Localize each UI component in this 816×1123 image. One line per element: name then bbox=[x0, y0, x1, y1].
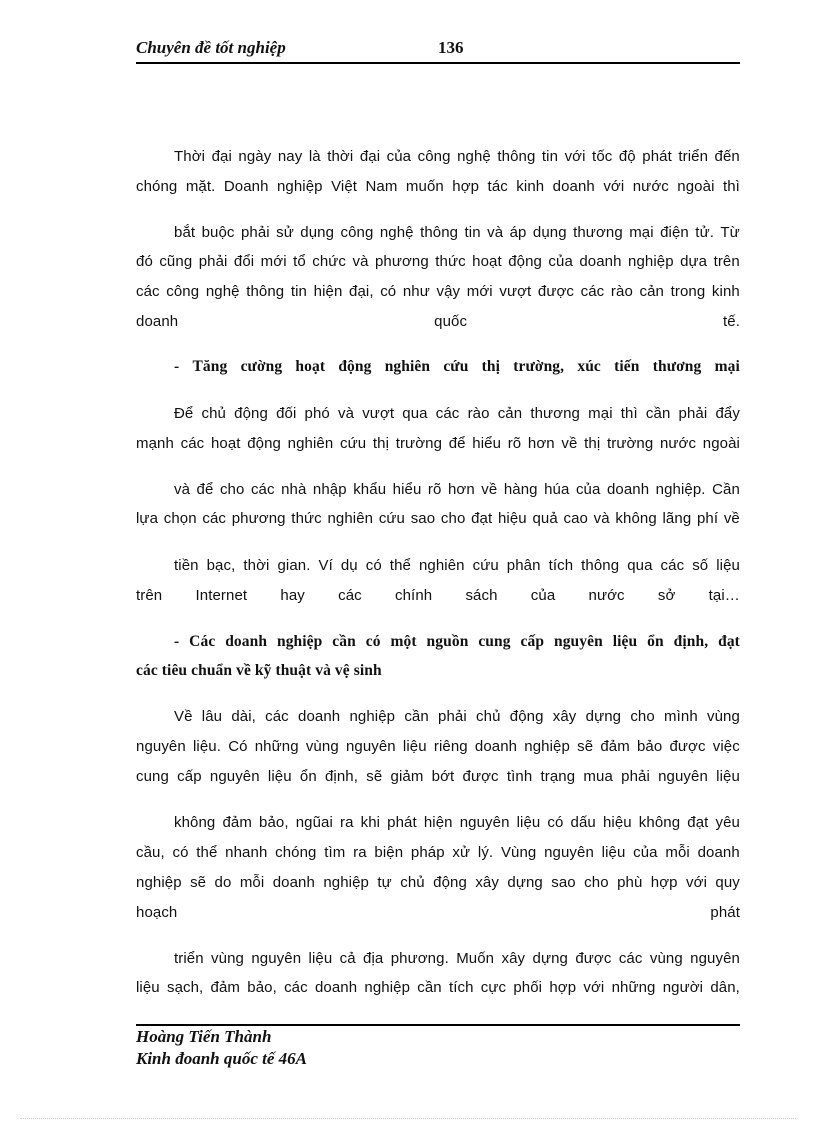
page-header bbox=[136, 38, 740, 64]
paragraph-line: và để cho các nhà nhập khẩu hiểu rõ hơn về hàng húa của doanh nghiệp. Cần bbox=[174, 481, 740, 498]
author-name: Hoàng Tiến Thành bbox=[136, 1027, 272, 1046]
paragraph-line: Để chủ động đối phó và vượt qua các rào cản thương mại thì cần phải đẩy bbox=[174, 405, 740, 422]
page-number: 136 bbox=[438, 38, 464, 57]
page-edge-divider bbox=[20, 1118, 796, 1119]
section-heading-line: các tiêu chuẩn về kỹ thuật và vệ sinh bbox=[136, 662, 382, 679]
paragraph-line: đó cũng phải đổi mới tổ chức và phương thức hoạt động của doanh nghiệp dựa trên bbox=[136, 253, 740, 270]
paragraph-line: doanh quốc tế. bbox=[136, 313, 740, 330]
paragraph-line: hoạch phát bbox=[136, 904, 740, 921]
paragraph-line: lựa chọn các phương thức nghiên cứu sao cho đạt hiệu quả cao và không lãng phí về bbox=[136, 510, 740, 527]
paragraph-line: nguyên liệu. Có những vùng nguyên liệu riêng doanh nghiệp sẽ đảm bảo được việc bbox=[136, 738, 740, 755]
section-heading-line: - Các doanh nghiệp cần có một nguồn cung cấp nguyên liệu ổn định, đạt bbox=[174, 633, 740, 650]
paragraph-line: cung cấp nguyên liệu ổn định, sẽ giảm bớt được tình trạng mua phải nguyên liệu bbox=[136, 768, 740, 785]
section-heading-line: - Tăng cường hoạt động nghiên cứu thị trường, xúc tiến thương mại bbox=[174, 358, 740, 375]
class-name: Kinh đoanh quốc tế 46A bbox=[136, 1049, 307, 1068]
paragraph-line: các công nghệ thông tin hiện đại, có như vậy mới vượt được các rào cản trong kinh bbox=[136, 283, 740, 300]
paragraph-line: Về lâu dài, các doanh nghiệp cần phải chủ động xây dựng cho mình vùng bbox=[174, 708, 740, 725]
paragraph-line: không đảm bảo, ngũai ra khi phát hiện nguyên liệu có dấu hiệu không đạt yêu bbox=[174, 814, 740, 831]
paragraph-line: tiền bạc, thời gian. Ví dụ có thể nghiên cứu phân tích thông qua các số liệu bbox=[174, 557, 740, 574]
paragraph-line: liệu sạch, đảm bảo, các doanh nghiệp cần tích cực phối hợp với những người dân, bbox=[136, 979, 740, 996]
document-title: Chuyên đề tốt nghiệp bbox=[136, 38, 286, 57]
paragraph-line: Thời đại ngày nay là thời đại của công nghệ thông tin với tốc độ phát triển đến bbox=[174, 148, 740, 165]
paragraph-line: chóng mặt. Doanh nghiệp Việt Nam muốn hợp tác kinh doanh với nước ngoài thì bbox=[136, 178, 740, 195]
page-footer bbox=[136, 1024, 740, 1070]
paragraph-line: mạnh các hoạt động nghiên cứu thị trường để hiểu rõ hơn về thị trường nước ngoài bbox=[136, 435, 740, 452]
paragraph-line: cầu, có thể nhanh chóng tìm ra biện pháp xử lý. Vùng nguyên liệu của mỗi doanh bbox=[136, 844, 740, 861]
paragraph-line: nghiệp sẽ do mỗi doanh nghiệp tự chủ động xây dựng sao cho phù hợp với quy bbox=[136, 874, 740, 891]
paragraph-line: bắt buộc phải sử dụng công nghệ thông tin và áp dụng thương mại điện tử. Từ bbox=[174, 224, 740, 241]
paragraph-line: trên Internet hay các chính sách của nước sở tại… bbox=[136, 587, 740, 604]
paragraph-line: triển vùng nguyên liệu cả địa phương. Muốn xây dựng được các vùng nguyên bbox=[174, 950, 740, 967]
